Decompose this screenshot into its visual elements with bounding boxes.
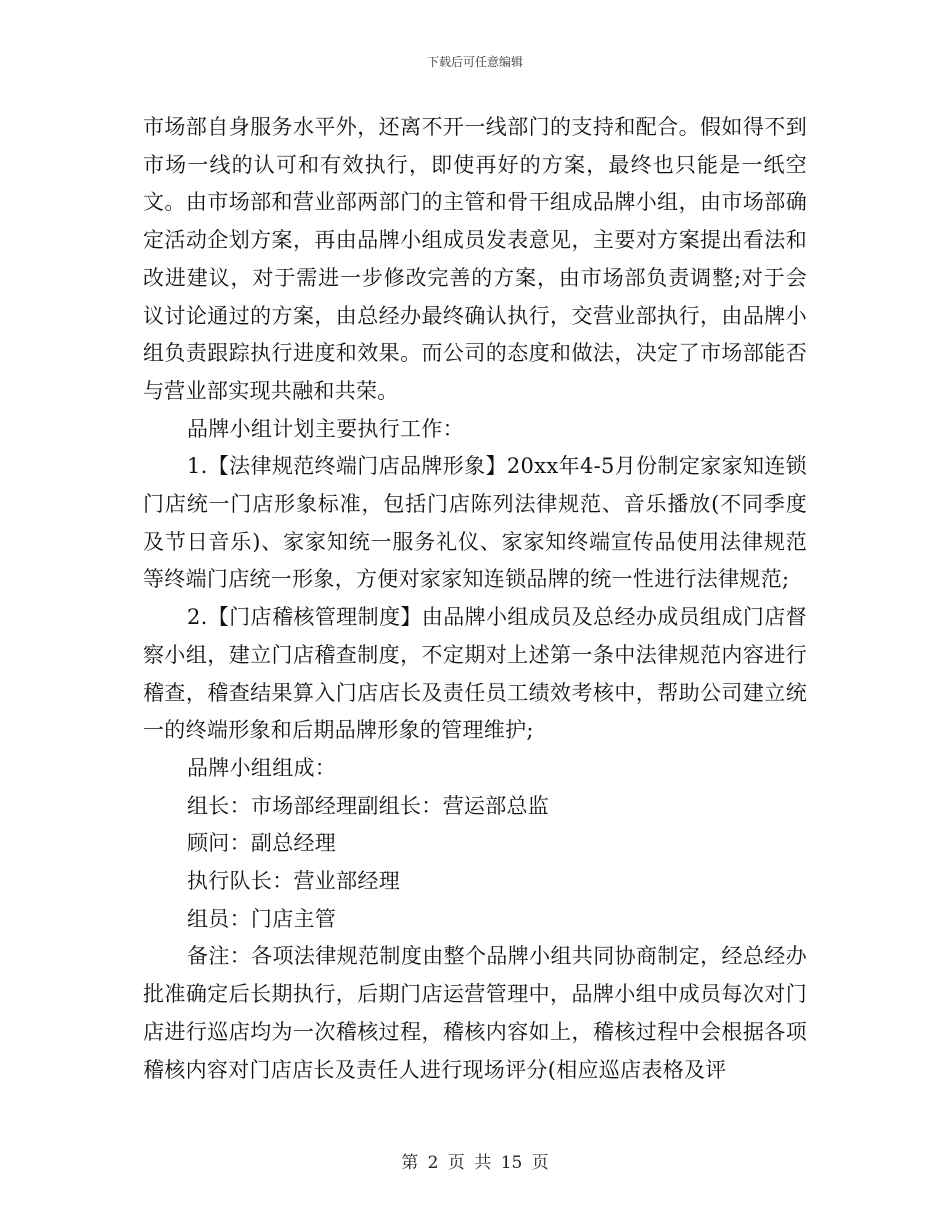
paragraph-task-2: 2.【门店稽核管理制度】由品牌小组成员及总经办成员组成门店督察小组，建立门店稽查制度，不定期对上述第一条中法律规范内容进行稽查，稽查结果算入门店店长及责任员工绩效考核中，帮助公司建立统一的终端形象和后期品牌形象的管理维护; bbox=[143, 605, 807, 743]
document-body bbox=[143, 109, 807, 1089]
paragraph-advisor: 顾问：副总经理 bbox=[187, 831, 337, 856]
page-header: 下载后可任意编辑 bbox=[426, 55, 523, 69]
paragraph-task-1: 1.【法律规范终端门店品牌形象】20xx年4-5月份制定家家知连锁门店统一门店形象标准，包括门店陈列法律规范、音乐播放(不同季度及节日音乐)、家家知统一服务礼仪、家家知终端宣传品使用法律规范等终端门店统一形象，方便对家家知连锁品牌的统一性进行法律规范; bbox=[143, 454, 807, 592]
paragraph-main-tasks-heading: 品牌小组计划主要执行工作： bbox=[187, 416, 464, 441]
paragraph-intro: 市场部自身服务水平外，还离不开一线部门的支持和配合。假如得不到市场一线的认可和有效执行，即使再好的方案，最终也只能是一纸空文。由市场部和营业部两部门的主管和骨干组成品牌小组，由市场部确定活动企划方案，再由品牌小组成员发表意见，主要对方案提出看法和改进建议，对于需进一步修改完善的方案，由市场部负责调整;对于会议讨论通过的方案，由总经办最终确认执行，交营业部执行，由品牌小组负责跟踪执行进度和效果。而公司的态度和做法，决定了市场部能否与营业部实现共融和共荣。 bbox=[143, 115, 807, 403]
paragraph-group-leader: 组长：市场部经理副组长：营运部总监 bbox=[187, 793, 550, 818]
paragraph-members: 组员：门店主管 bbox=[187, 906, 337, 931]
paragraph-group-heading: 品牌小组组成： bbox=[187, 755, 337, 780]
paragraph-team-captain: 执行队长：营业部经理 bbox=[187, 869, 400, 894]
page-number-footer: 第 2 页 共 15 页 bbox=[401, 1153, 549, 1173]
paragraph-remarks: 备注：各项法律规范制度由整个品牌小组共同协商制定，经总经办批准确定后长期执行，后期门店运营管理中，品牌小组中成员每次对门店进行巡店均为一次稽核过程，稽核内容如上，稽核过程中会根据各项稽核内容对门店店长及责任人进行现场评分(相应巡店表格及评 bbox=[143, 944, 807, 1082]
